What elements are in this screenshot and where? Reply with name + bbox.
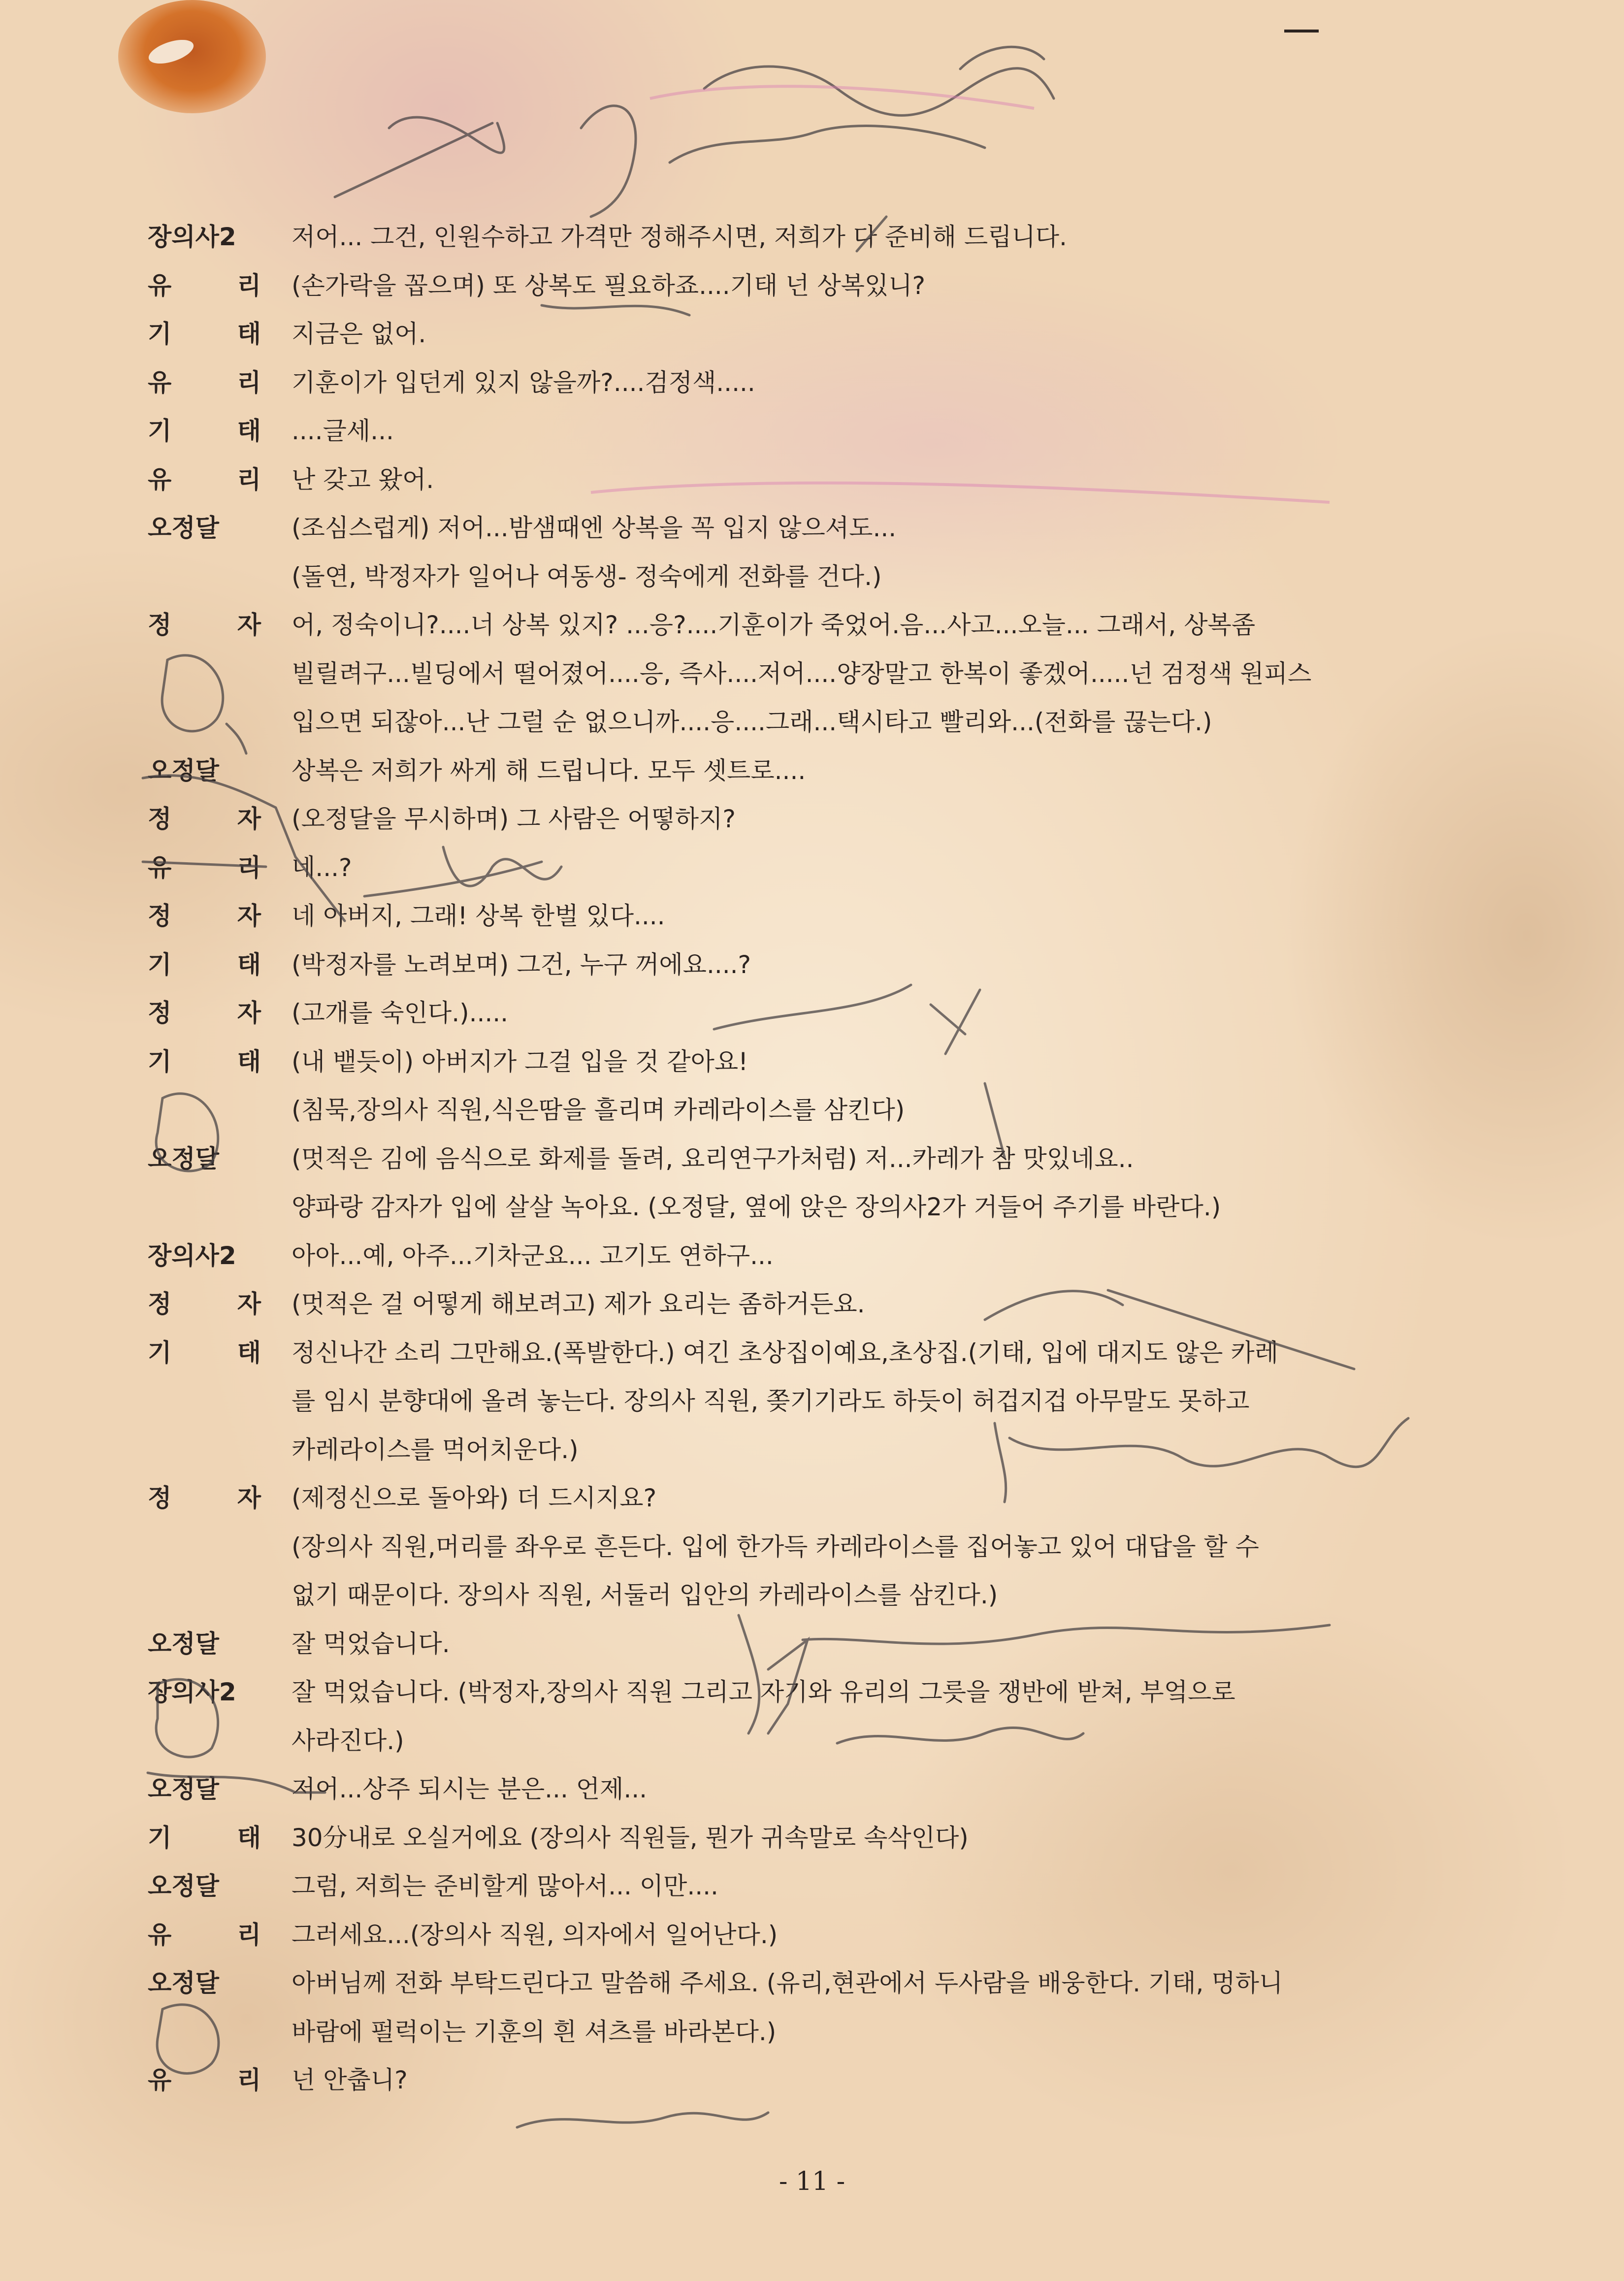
- dialogue-text: 잘 먹었습니다. (박정자,장의사 직원 그리고 자기와 유리의 그릇을 쟁반에 받쳐, 부엌으로: [292, 1678, 1235, 1706]
- dialogue-text: (돌연, 박정자가 일어나 여동생- 정숙에게 전화를 건다.): [292, 562, 882, 591]
- dialogue-text: (장의사 직원,머리를 좌우로 흔든다. 입에 한가득 카레라이스를 집어놓고 있어 대답을 할 수: [292, 1532, 1259, 1561]
- speaker-name: 기 태: [148, 417, 290, 445]
- speaker-name: 유 리: [148, 368, 290, 397]
- dialogue-text: 저어... 그건, 인원수하고 가격만 정해주시면, 저희가 다 준비해 드립니다.: [292, 223, 1067, 251]
- speaker-name: 유 리: [148, 1920, 290, 1949]
- dialogue-text: 입으면 되잖아...난 그럴 순 없으니까....응....그래...택시타고 빨리와...(전화를 끊는다.): [292, 708, 1212, 736]
- dialogue-text: 지금은 없어.: [292, 320, 426, 348]
- dialogue-text: 네...?: [292, 853, 352, 882]
- speaker-name: 유 리: [148, 465, 290, 494]
- dialogue-text: (손가락을 꼽으며) 또 상복도 필요하죠....기태 넌 상복있니?: [292, 271, 926, 300]
- speaker-name: 장의사2: [148, 1678, 236, 1706]
- dialogue-text: 그러세요...(장의사 직원, 의자에서 일어난다.): [292, 1920, 778, 1949]
- dialogue-text: 넌 안춥니?: [292, 2066, 408, 2094]
- dialogue-text: 30分내로 오실거에요 (장의사 직원들, 뭔가 귀속말로 속삭인다): [292, 1823, 969, 1852]
- dialogue-text: 상복은 저희가 싸게 해 드립니다. 모두 셋트로....: [292, 756, 806, 785]
- speaker-name: 정 자: [148, 611, 290, 639]
- speaker-name: 기 태: [148, 1338, 290, 1367]
- dialogue-text: 아버님께 전화 부탁드린다고 말씀해 주세요. (유리,현관에서 두사람을 배웅한다. 기태, 멍하니: [292, 1969, 1283, 1997]
- dialogue-text: (내 뱉듯이) 아버지가 그걸 입을 것 같아요!: [292, 1047, 748, 1076]
- speaker-name: 기 태: [148, 320, 290, 348]
- speaker-name: 정 자: [148, 1290, 290, 1318]
- speaker-name: 오정달: [148, 1969, 219, 1997]
- dialogue-text: 를 임시 분향대에 올려 놓는다. 장의사 직원, 쫒기기라도 하듯이 허겁지겁 아무말도 못하고: [292, 1387, 1250, 1415]
- dialogue-text: 빌릴려구...빌딩에서 떨어졌어....응, 즉사....저어....양장말고 한복이 좋겠어.....넌 검정색 원피스: [292, 659, 1312, 688]
- dialogue-text: 네 아버지, 그래! 상복 한벌 있다....: [292, 902, 665, 930]
- dialogue-text: (제정신으로 돌아와) 더 드시지요?: [292, 1484, 657, 1512]
- dialogue-text: 양파랑 감자가 입에 살살 녹아요. (오정달, 옆에 앉은 장의사2가 거들어 주기를 바란다.): [292, 1193, 1221, 1221]
- dialogue-text: ....글세...: [292, 417, 394, 445]
- dialogue-text: (멋적은 걸 어떻게 해보려고) 제가 요리는 좀하거든요.: [292, 1290, 865, 1318]
- dialogue-text: 그럼, 저희는 준비할게 많아서... 이만....: [292, 1872, 718, 1900]
- speaker-name: 정 자: [148, 805, 290, 833]
- dialogue-text: (고개를 숙인다.).....: [292, 999, 509, 1027]
- dialogue-text: (박정자를 노려보며) 그건, 누구 꺼에요....?: [292, 950, 751, 979]
- dialogue-text: 기훈이가 입던게 있지 않을까?....검정색.....: [292, 368, 755, 397]
- dialogue-text: (오정달을 무시하며) 그 사람은 어떻하지?: [292, 805, 736, 833]
- dialogue-text: 없기 때문이다. 장의사 직원, 서둘러 입안의 카레라이스를 삼킨다.): [292, 1581, 998, 1609]
- speaker-name: 오정달: [148, 756, 219, 785]
- speaker-name: 장의사2: [148, 223, 236, 251]
- dialogue-text: 사라진다.): [292, 1726, 404, 1755]
- dialogue-text: (조심스럽게) 저어...밤샘때엔 상복을 꼭 입지 않으셔도...: [292, 514, 897, 542]
- dialogue-text: (침묵,장의사 직원,식은땀을 흘리며 카레라이스를 삼킨다): [292, 1096, 905, 1124]
- speaker-name: 오정달: [148, 1872, 219, 1900]
- speaker-name: 오정달: [148, 514, 219, 542]
- dialogue-text: 어, 정숙이니?....너 상복 있지? ...응?....기훈이가 죽었어.음...사고...오늘... 그래서, 상복좀: [292, 611, 1256, 639]
- speaker-name: 기 태: [148, 1823, 290, 1852]
- dialogue-text: 저어...상주 되시는 분은... 언제...: [292, 1775, 648, 1803]
- speaker-name: 유 리: [148, 2066, 290, 2094]
- speaker-name: 유 리: [148, 853, 290, 882]
- speaker-name: 정 자: [148, 999, 290, 1027]
- dialogue-text: 정신나간 소리 그만해요.(폭발한다.) 여긴 초상집이예요,초상집.(기태, 입에 대지도 않은 카레: [292, 1338, 1278, 1367]
- speaker-name: 오정달: [148, 1775, 219, 1803]
- dialogue-text: (멋적은 김에 음식으로 화제를 돌려, 요리연구가처럼) 저...카레가 참 맛있네요..: [292, 1144, 1134, 1173]
- speaker-name: 유 리: [148, 271, 290, 300]
- page-number: - 11 -: [779, 2167, 845, 2196]
- speaker-name: 장의사2: [148, 1241, 236, 1270]
- speaker-name: 기 태: [148, 950, 290, 979]
- dialogue-text: 잘 먹었습니다.: [292, 1629, 450, 1658]
- speaker-name: 오정달: [148, 1629, 219, 1658]
- speaker-name: 오정달: [148, 1144, 219, 1173]
- speaker-name: 정 자: [148, 902, 290, 930]
- speaker-name: 기 태: [148, 1047, 290, 1076]
- dialogue-text: 카레라이스를 먹어치운다.): [292, 1435, 579, 1464]
- dialogue-text: 바람에 펄럭이는 기훈의 흰 셔츠를 바라본다.): [292, 2017, 777, 2046]
- dialogue-text: 아아...예, 아주...기차군요... 고기도 연하구...: [292, 1241, 774, 1270]
- dialogue-text: 난 갖고 왔어.: [292, 465, 434, 494]
- speaker-name: 정 자: [148, 1484, 290, 1512]
